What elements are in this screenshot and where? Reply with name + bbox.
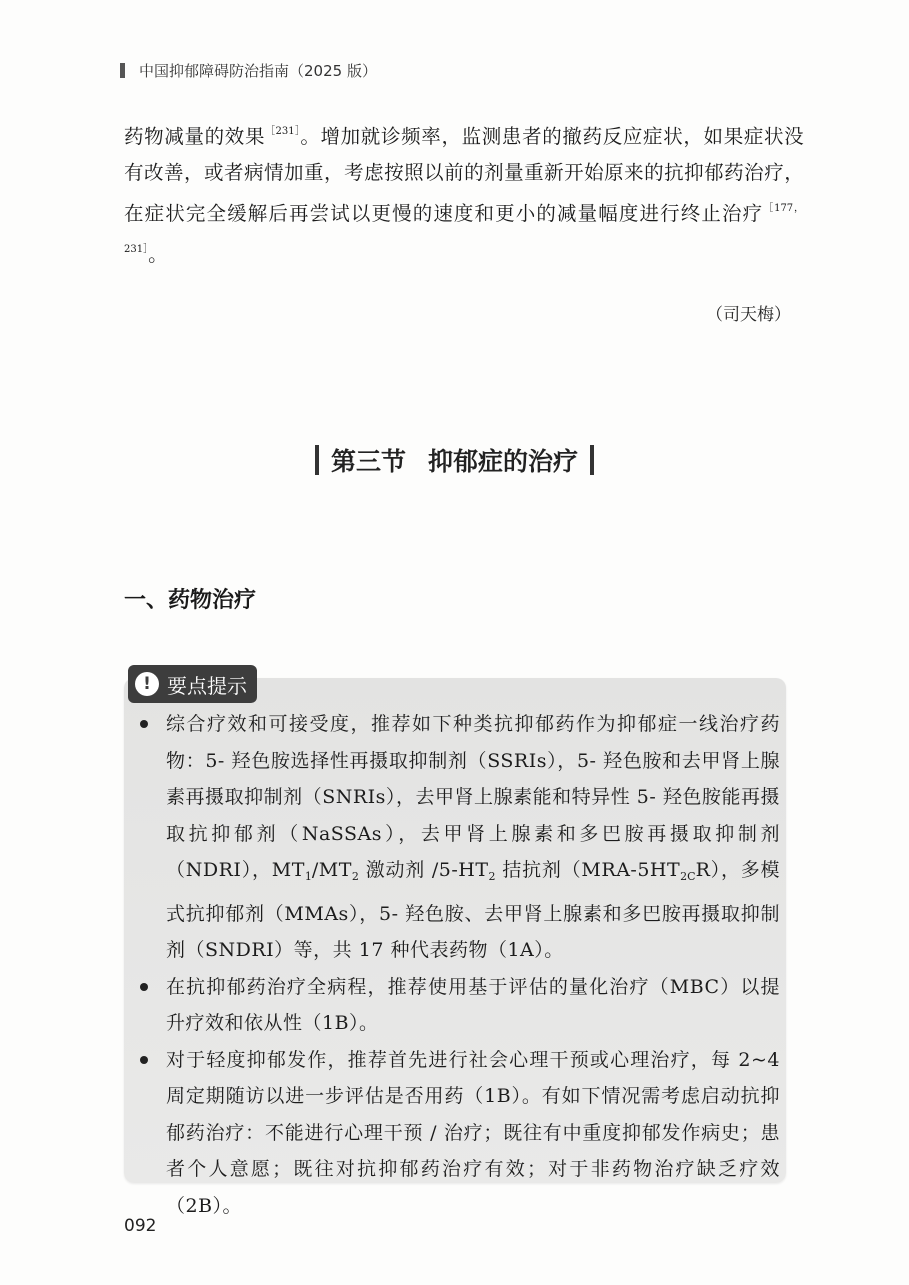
title-bar-right [590, 445, 594, 475]
section-title [0, 442, 909, 478]
key-point-item [136, 969, 780, 1042]
key-point-text: 激动剂 /5-HT [358, 859, 489, 881]
key-point-text: 综合疗效和可接受度，推荐如下种类抗抑郁药作为抑郁症一线治疗药物：5- 羟色胺选择性再摄取抑制剂（SSRIs），5- 羟色胺和去甲肾上腺素再摄取抑制剂（SNRIs），去甲肾上腺素能和特异性 5- 羟色胺能再摄取抗抑郁剂（NaSSAs），去甲肾上腺素和多巴胺再摄取抑制剂（NDRI），MT [166, 713, 780, 881]
running-header-title: 中国抑郁障碍防治指南（2025 版） [139, 62, 377, 80]
section-title-text: 抑郁症的治疗 [428, 447, 579, 476]
citation-ref: ［177，231］ [124, 203, 804, 255]
subheading: 一、药物治疗 [124, 587, 257, 613]
key-point-text: 对于轻度抑郁发作，推荐首先进行社会心理干预或心理治疗，每 2~4 周定期随访以进一步评估是否用药（1B）。有如下情况需考虑启动抗抑郁药治疗：不能进行心理干预 / 治疗；既往有中重度抑郁发作病史；患者个人意愿；既往对抗抑郁药治疗有效；对于非药物治疗缺乏疗效（2B）。 [166, 1048, 780, 1217]
key-point-text: 拮抗剂（MRA-5HT [495, 859, 681, 881]
key-points-badge [128, 665, 257, 703]
exclamation-icon: ! [135, 672, 159, 696]
page-number: 092 [124, 1216, 157, 1236]
subscript: 2C [680, 870, 696, 883]
subscript: 2 [351, 870, 359, 883]
paragraph-text: 。 [148, 243, 168, 266]
bullet-icon [140, 1056, 148, 1064]
running-header [120, 60, 377, 81]
key-point-text: /MT [311, 859, 352, 881]
author-attribution: （司天梅） [706, 305, 791, 325]
section-number: 第三节 [330, 447, 406, 476]
paragraph-text: 药物减量的效果 [124, 125, 266, 148]
key-points-list [136, 706, 788, 1224]
header-bar-mark [120, 63, 125, 78]
bullet-icon [140, 983, 148, 991]
citation-ref: ［231］ [265, 126, 301, 137]
subscript: 2 [488, 870, 496, 883]
body-paragraph [124, 114, 804, 273]
paragraph-text: 。增加就诊频率，监测患者的撤药反应症状，如果症状没有改善，或者病情加重，考虑按照以前的剂量重新开始原来的抗抑郁药治疗，在症状完全缓解后再尝试以更慢的速度和更小的减量幅度进行终止治疗 [124, 125, 804, 225]
key-point-item [136, 1042, 780, 1225]
key-point-item [136, 706, 780, 969]
title-bar-left [315, 445, 319, 475]
key-point-text: R），多模式抗抑郁剂（MMAs），5- 羟色胺、去甲肾上腺素和多巴胺再摄取抑制剂（SNDRI）等，共 17 种代表药物（1A）。 [166, 859, 780, 961]
bullet-icon [140, 720, 148, 728]
subscript: 1 [304, 870, 312, 883]
key-point-text: 在抗抑郁药治疗全病程，推荐使用基于评估的量化治疗（MBC）以提升疗效和依从性（1B）。 [166, 975, 780, 1034]
key-points-label: 要点提示 [167, 673, 247, 698]
